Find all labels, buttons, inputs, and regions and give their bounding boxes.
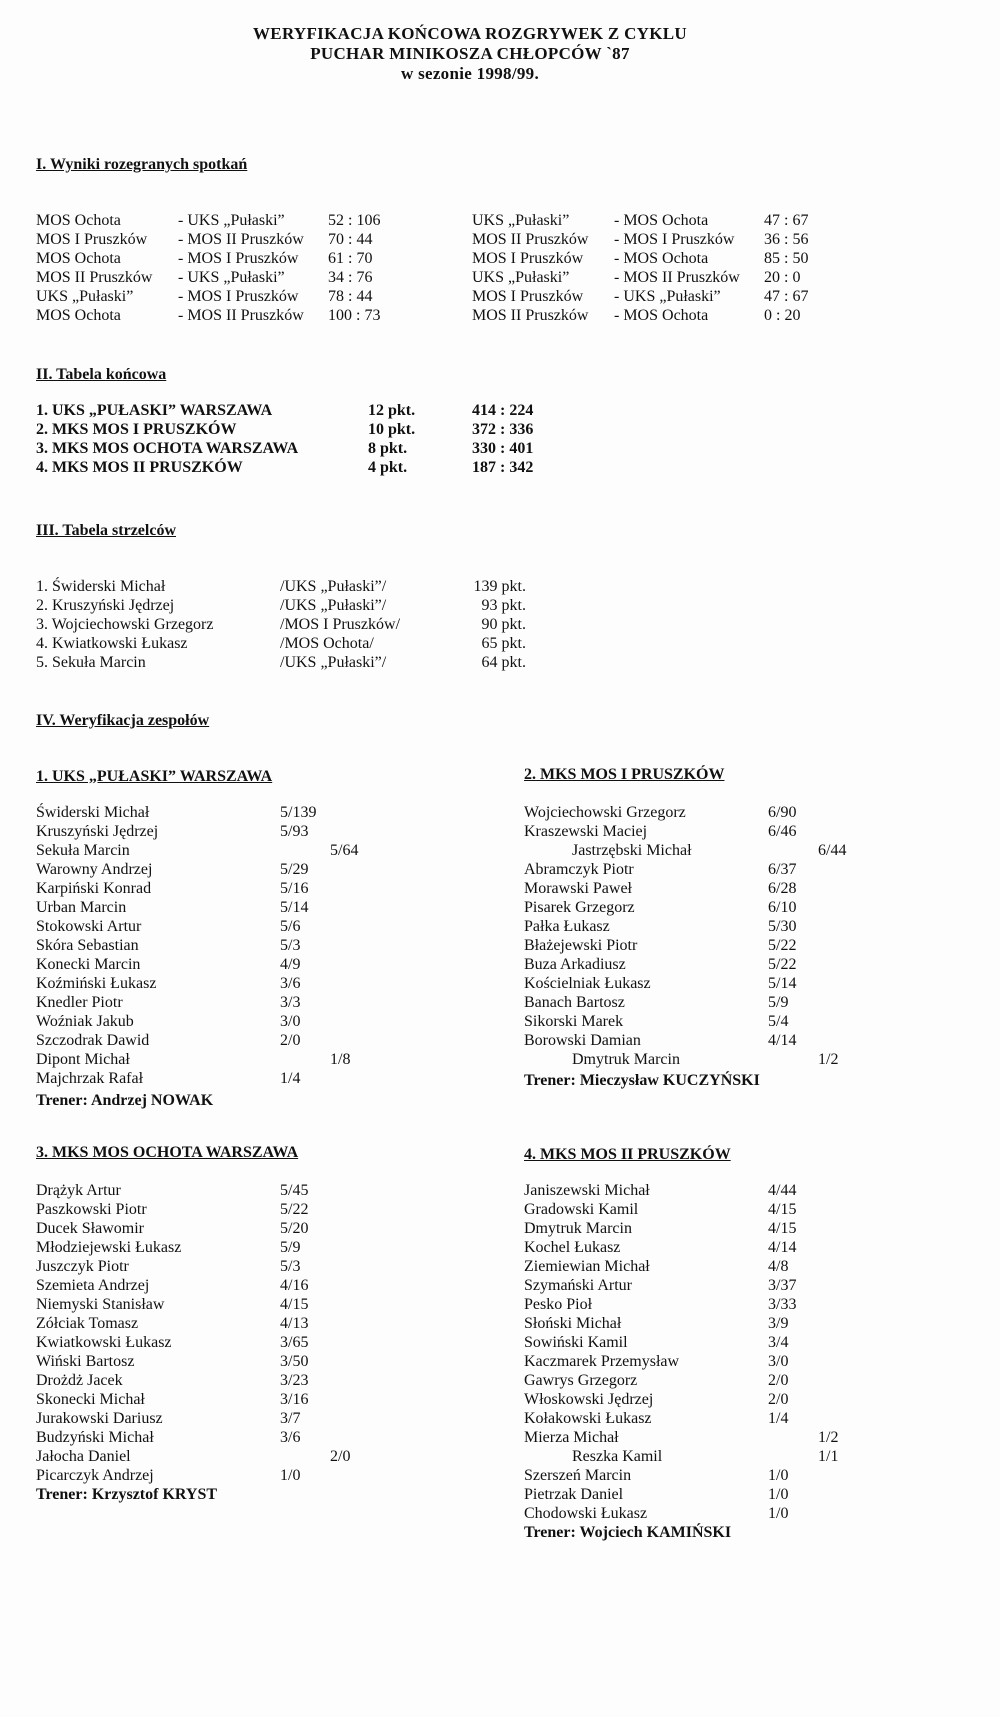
scorer-name: 1. Świderski Michał xyxy=(36,578,166,595)
player-name: Majchrzak Rafał xyxy=(36,1070,144,1087)
player-stat: 1/4 xyxy=(280,1070,301,1087)
player-stat: 1/2 xyxy=(818,1051,839,1068)
player-name: Sekuła Marcin xyxy=(36,842,130,859)
standings-points: 4 pkt. xyxy=(368,459,408,476)
player-name: Dipont Michał xyxy=(36,1051,130,1068)
match-home-team: MOS Ochota xyxy=(36,250,121,267)
match-away-team: - MOS Ochota xyxy=(614,212,709,229)
match-score: 70 : 44 xyxy=(328,231,373,248)
player-name: Pałka Łukasz xyxy=(524,918,610,935)
match-away-team: - MOS I Pruszków xyxy=(614,231,735,248)
player-name: Pietrzak Daniel xyxy=(524,1486,624,1503)
player-stat: 5/22 xyxy=(280,1201,309,1218)
player-stat: 6/90 xyxy=(768,804,797,821)
player-stat: 6/37 xyxy=(768,861,797,878)
match-away-team: - MOS II Pruszków xyxy=(178,231,304,248)
scorer-points: 90 pkt. xyxy=(481,616,526,633)
match-away-team: - MOS II Pruszków xyxy=(178,307,304,324)
match-home-team: UKS „Pułaski” xyxy=(472,212,570,229)
scorer-club: /MOS Ochota/ xyxy=(280,635,374,652)
player-stat: 3/65 xyxy=(280,1334,309,1351)
standings-balance: 330 : 401 xyxy=(472,440,534,457)
team-heading: 3. MKS MOS OCHOTA WARSZAWA xyxy=(36,1144,299,1161)
scorer-name: 3. Wojciechowski Grzegorz xyxy=(36,616,214,633)
player-name: Skonecki Michał xyxy=(36,1391,145,1408)
player-stat: 1/8 xyxy=(330,1051,351,1068)
player-name: Zółciak Tomasz xyxy=(36,1315,139,1332)
team-coach: Trener: Andrzej NOWAK xyxy=(36,1092,214,1109)
player-name: Pesko Pioł xyxy=(524,1296,593,1313)
player-stat: 3/7 xyxy=(280,1410,301,1427)
scorer-name: 5. Sekuła Marcin xyxy=(36,654,146,671)
match-score: 52 : 106 xyxy=(328,212,381,229)
player-stat: 5/9 xyxy=(768,994,789,1011)
match-score: 100 : 73 xyxy=(328,307,381,324)
match-away-team: - UKS „Pułaski” xyxy=(178,269,285,286)
player-name: Picarczyk Andrzej xyxy=(36,1467,154,1484)
player-name: Dmytruk Marcin xyxy=(572,1051,680,1068)
player-name: Kaczmarek Przemysław xyxy=(524,1353,680,1370)
player-stat: 3/50 xyxy=(280,1353,309,1370)
player-name: Sowiński Kamil xyxy=(524,1334,628,1351)
match-home-team: MOS I Pruszków xyxy=(36,231,148,248)
match-away-team: - MOS Ochota xyxy=(614,307,709,324)
player-stat: 5/30 xyxy=(768,918,797,935)
player-stat: 1/0 xyxy=(280,1467,301,1484)
player-name: Sikorski Marek xyxy=(524,1013,624,1030)
team-heading: 4. MKS MOS II PRUSZKÓW xyxy=(524,1146,731,1163)
player-stat: 5/64 xyxy=(330,842,359,859)
match-home-team: MOS Ochota xyxy=(36,307,121,324)
match-home-team: UKS „Pułaski” xyxy=(472,269,570,286)
player-name: Wojciechowski Grzegorz xyxy=(524,804,686,821)
match-score: 0 : 20 xyxy=(764,307,801,324)
player-name: Mierza Michał xyxy=(524,1429,619,1446)
player-stat: 3/23 xyxy=(280,1372,309,1389)
player-stat: 5/4 xyxy=(768,1013,789,1030)
player-name: Urban Marcin xyxy=(36,899,127,916)
player-name: Szymański Artur xyxy=(524,1277,632,1294)
player-stat: 3/3 xyxy=(280,994,301,1011)
player-stat: 3/0 xyxy=(768,1353,789,1370)
player-stat: 4/9 xyxy=(280,956,301,973)
player-name: Jastrzębski Michał xyxy=(572,842,692,859)
match-home-team: UKS „Pułaski” xyxy=(36,288,134,305)
player-name: Kościelniak Łukasz xyxy=(524,975,651,992)
player-name: Dmytruk Marcin xyxy=(524,1220,632,1237)
player-stat: 5/139 xyxy=(280,804,317,821)
scorer-points: 93 pkt. xyxy=(481,597,526,614)
player-stat: 3/4 xyxy=(768,1334,789,1351)
player-name: Skóra Sebastian xyxy=(36,937,139,954)
player-stat: 2/0 xyxy=(768,1372,789,1389)
player-stat: 3/0 xyxy=(280,1013,301,1030)
team-coach: Trener: Wojciech KAMIŃSKI xyxy=(524,1524,732,1541)
player-name: Młodziejewski Łukasz xyxy=(36,1239,182,1256)
player-name: Koźmiński Łukasz xyxy=(36,975,157,992)
team-coach: Trener: Mieczysław KUCZYŃSKI xyxy=(524,1072,760,1089)
player-stat: 4/13 xyxy=(280,1315,309,1332)
doc-title-line2: PUCHAR MINIKOSZA CHŁOPCÓW `87 xyxy=(310,44,630,63)
match-away-team: - MOS I Pruszków xyxy=(178,288,299,305)
player-name: Szerszeń Marcin xyxy=(524,1467,632,1484)
match-away-team: - UKS „Pułaski” xyxy=(614,288,721,305)
player-stat: 5/22 xyxy=(768,956,797,973)
scorer-club: /UKS „Pułaski”/ xyxy=(280,597,387,614)
standings-team: 1. UKS „PUŁASKI” WARSZAWA xyxy=(36,402,273,419)
scorer-points: 139 pkt. xyxy=(473,578,526,595)
player-stat: 5/16 xyxy=(280,880,309,897)
standings-points: 12 pkt. xyxy=(368,402,416,419)
match-away-team: - MOS Ochota xyxy=(614,250,709,267)
player-stat: 6/28 xyxy=(768,880,797,897)
player-name: Ziemiewian Michał xyxy=(524,1258,650,1275)
doc-title-line1: WERYFIKACJA KOŃCOWA ROZGRYWEK Z CYKLU xyxy=(253,24,687,43)
scorer-club: /MOS I Pruszków/ xyxy=(280,616,401,633)
player-name: Drążyk Artur xyxy=(36,1182,121,1199)
match-score: 78 : 44 xyxy=(328,288,373,305)
scorer-points: 65 pkt. xyxy=(481,635,526,652)
player-name: Włoskowski Jędrzej xyxy=(524,1391,654,1408)
player-stat: 6/10 xyxy=(768,899,797,916)
player-name: Morawski Paweł xyxy=(524,880,632,897)
standings-heading: II. Tabela końcowa xyxy=(36,366,167,383)
team-heading: 1. UKS „PUŁASKI” WARSZAWA xyxy=(36,768,273,785)
match-away-team: - MOS II Pruszków xyxy=(614,269,740,286)
player-name: Reszka Kamil xyxy=(572,1448,663,1465)
player-name: Woźniak Jakub xyxy=(36,1013,134,1030)
player-name: Gawrys Grzegorz xyxy=(524,1372,638,1389)
player-name: Budzyński Michał xyxy=(36,1429,154,1446)
player-stat: 4/44 xyxy=(768,1182,797,1199)
player-stat: 4/15 xyxy=(768,1201,797,1218)
standings-points: 10 pkt. xyxy=(368,421,416,438)
match-score: 47 : 67 xyxy=(764,212,809,229)
player-name: Ducek Sławomir xyxy=(36,1220,144,1237)
team-heading: 2. MKS MOS I PRUSZKÓW xyxy=(524,766,725,783)
player-name: Słoński Michał xyxy=(524,1315,622,1332)
player-stat: 3/6 xyxy=(280,975,301,992)
standings-team: 3. MKS MOS OCHOTA WARSZAWA xyxy=(36,440,299,457)
player-stat: 1/0 xyxy=(768,1486,789,1503)
player-stat: 5/45 xyxy=(280,1182,309,1199)
standings-team: 2. MKS MOS I PRUSZKÓW xyxy=(36,421,237,438)
match-home-team: MOS II Pruszków xyxy=(472,307,589,324)
player-name: Błażejewski Piotr xyxy=(524,937,638,954)
player-name: Jurakowski Dariusz xyxy=(36,1410,163,1427)
player-stat: 4/8 xyxy=(768,1258,789,1275)
player-name: Borowski Damian xyxy=(524,1032,641,1049)
scorer-club: /UKS „Pułaski”/ xyxy=(280,654,387,671)
player-stat: 4/15 xyxy=(768,1220,797,1237)
scorer-points: 64 pkt. xyxy=(481,654,526,671)
verification-heading: IV. Weryfikacja zespołów xyxy=(36,712,210,729)
standings-team: 4. MKS MOS II PRUSZKÓW xyxy=(36,459,243,476)
player-stat: 5/20 xyxy=(280,1220,309,1237)
player-name: Kruszyński Jędrzej xyxy=(36,823,159,840)
player-stat: 4/16 xyxy=(280,1277,309,1294)
player-stat: 2/0 xyxy=(280,1032,301,1049)
scorers-heading: III. Tabela strzelców xyxy=(36,522,176,539)
player-name: Banach Bartosz xyxy=(524,994,625,1011)
standings-points: 8 pkt. xyxy=(368,440,408,457)
match-home-team: MOS II Pruszków xyxy=(472,231,589,248)
player-name: Niemyski Stanisław xyxy=(36,1296,165,1313)
player-stat: 3/6 xyxy=(280,1429,301,1446)
match-home-team: MOS I Pruszków xyxy=(472,288,584,305)
match-home-team: MOS I Pruszków xyxy=(472,250,584,267)
player-stat: 2/0 xyxy=(330,1448,351,1465)
player-name: Stokowski Artur xyxy=(36,918,142,935)
player-stat: 4/14 xyxy=(768,1239,797,1256)
player-stat: 3/16 xyxy=(280,1391,309,1408)
match-score: 61 : 70 xyxy=(328,250,373,267)
player-name: Karpiński Konrad xyxy=(36,880,152,897)
player-name: Jałocha Daniel xyxy=(36,1448,131,1465)
player-stat: 4/15 xyxy=(280,1296,309,1313)
standings-balance: 414 : 224 xyxy=(472,402,534,419)
match-home-team: MOS II Pruszków xyxy=(36,269,153,286)
standings-balance: 187 : 342 xyxy=(472,459,534,476)
match-home-team: MOS Ochota xyxy=(36,212,121,229)
doc-title-line3: w sezonie 1998/99. xyxy=(400,64,540,83)
player-stat: 1/4 xyxy=(768,1410,789,1427)
player-stat: 1/0 xyxy=(768,1505,789,1522)
player-stat: 5/29 xyxy=(280,861,309,878)
player-name: Szczodrak Dawid xyxy=(36,1032,150,1049)
player-stat: 5/14 xyxy=(280,899,309,916)
player-stat: 5/9 xyxy=(280,1239,301,1256)
match-score: 47 : 67 xyxy=(764,288,809,305)
match-score: 85 : 50 xyxy=(764,250,809,267)
player-stat: 5/3 xyxy=(280,937,301,954)
player-name: Kochel Łukasz xyxy=(524,1239,621,1256)
player-stat: 5/3 xyxy=(280,1258,301,1275)
player-stat: 3/33 xyxy=(768,1296,797,1313)
player-stat: 5/14 xyxy=(768,975,797,992)
match-score: 20 : 0 xyxy=(764,269,801,286)
player-name: Gradowski Kamil xyxy=(524,1201,639,1218)
results-heading: I. Wyniki rozegranych spotkań xyxy=(36,156,248,173)
player-name: Paszkowski Piotr xyxy=(36,1201,147,1218)
player-stat: 5/6 xyxy=(280,918,301,935)
team-coach: Trener: Krzysztof KRYST xyxy=(36,1486,218,1503)
player-name: Wiński Bartosz xyxy=(36,1353,135,1370)
player-name: Warowny Andrzej xyxy=(36,861,153,878)
match-away-team: - UKS „Pułaski” xyxy=(178,212,285,229)
player-name: Knedler Piotr xyxy=(36,994,123,1011)
player-stat: 5/22 xyxy=(768,937,797,954)
standings-balance: 372 : 336 xyxy=(472,421,534,438)
match-away-team: - MOS I Pruszków xyxy=(178,250,299,267)
match-score: 34 : 76 xyxy=(328,269,373,286)
match-score: 36 : 56 xyxy=(764,231,809,248)
player-stat: 6/46 xyxy=(768,823,797,840)
player-name: Świderski Michał xyxy=(36,804,150,821)
player-stat: 6/44 xyxy=(818,842,847,859)
player-stat: 4/14 xyxy=(768,1032,797,1049)
player-name: Chodowski Łukasz xyxy=(524,1505,648,1522)
player-name: Juszczyk Piotr xyxy=(36,1258,129,1275)
player-name: Pisarek Grzegorz xyxy=(524,899,635,916)
player-name: Kołakowski Łukasz xyxy=(524,1410,652,1427)
player-stat: 5/93 xyxy=(280,823,309,840)
player-name: Kraszewski Maciej xyxy=(524,823,648,840)
player-stat: 1/0 xyxy=(768,1467,789,1484)
player-stat: 2/0 xyxy=(768,1391,789,1408)
player-name: Szemieta Andrzej xyxy=(36,1277,150,1294)
scorer-name: 2. Kruszyński Jędrzej xyxy=(36,597,175,614)
player-name: Janiszewski Michał xyxy=(524,1182,650,1199)
scorer-club: /UKS „Pułaski”/ xyxy=(280,578,387,595)
player-name: Buza Arkadiusz xyxy=(524,956,626,973)
player-name: Drożdż Jacek xyxy=(36,1372,123,1389)
scorer-name: 4. Kwiatkowski Łukasz xyxy=(36,635,188,652)
player-stat: 1/1 xyxy=(818,1448,839,1465)
player-stat: 1/2 xyxy=(818,1429,839,1446)
player-stat: 3/9 xyxy=(768,1315,789,1332)
player-name: Konecki Marcin xyxy=(36,956,141,973)
player-name: Abramczyk Piotr xyxy=(524,861,634,878)
player-stat: 3/37 xyxy=(768,1277,797,1294)
player-name: Kwiatkowski Łukasz xyxy=(36,1334,172,1351)
